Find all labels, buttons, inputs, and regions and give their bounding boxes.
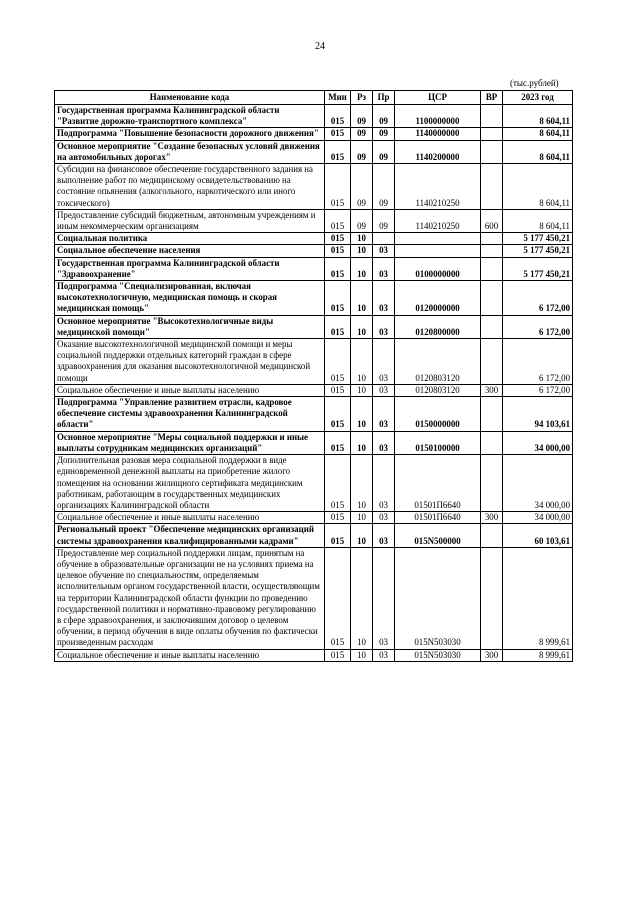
row-sum: 5 177 450,21: [503, 245, 573, 257]
table-row: [55, 384, 573, 396]
row-csr: 01501П6640: [395, 512, 481, 524]
row-csr: 1140210250: [395, 164, 481, 210]
row-vr: [481, 431, 503, 454]
row-min: 015: [325, 397, 351, 432]
row-sum: 8 999,61: [503, 547, 573, 649]
row-sum: 8 604,11: [503, 140, 573, 163]
row-csr: 015N503030: [395, 547, 481, 649]
row-pr: 03: [373, 257, 395, 280]
header-csr: ЦСР: [395, 91, 481, 105]
row-min: 015: [325, 524, 351, 547]
row-name: Государственная программа Калининградской области "Развитие дорожно-транспортного комплекса": [55, 105, 325, 128]
row-rz: 10: [351, 233, 373, 245]
row-sum: 94 103,61: [503, 397, 573, 432]
row-min: 015: [325, 512, 351, 524]
units-label: (тыс.рублей): [510, 78, 559, 88]
row-csr: 015N503030: [395, 649, 481, 661]
row-sum: 8 999,61: [503, 649, 573, 661]
row-name: Подпрограмма "Управление развитием отрасли, кадровое обеспечение системы здравоохранения Калининградской области": [55, 397, 325, 432]
row-vr: [481, 245, 503, 257]
row-rz: 09: [351, 140, 373, 163]
row-pr: 09: [373, 209, 395, 232]
row-pr: 09: [373, 128, 395, 140]
row-rz: 10: [351, 397, 373, 432]
row-vr: 300: [481, 512, 503, 524]
row-csr: 1140200000: [395, 140, 481, 163]
row-rz: 10: [351, 649, 373, 661]
row-csr: 0150000000: [395, 397, 481, 432]
row-vr: [481, 257, 503, 280]
row-sum: 34 000,00: [503, 455, 573, 512]
row-rz: 10: [351, 339, 373, 385]
row-min: 015: [325, 128, 351, 140]
row-pr: 03: [373, 245, 395, 257]
row-vr: [481, 547, 503, 649]
table-row: [55, 128, 573, 140]
header-name: Наименование кода: [55, 91, 325, 105]
row-pr: 09: [373, 140, 395, 163]
row-sum: 34 000,00: [503, 512, 573, 524]
row-min: 015: [325, 140, 351, 163]
row-rz: 10: [351, 455, 373, 512]
row-name: Государственная программа Калининградской области "Здравоохранение": [55, 257, 325, 280]
row-pr: 03: [373, 315, 395, 338]
row-pr: 03: [373, 524, 395, 547]
header-vr: ВР: [481, 91, 503, 105]
row-csr: 0120800000: [395, 315, 481, 338]
row-vr: [481, 140, 503, 163]
row-name: Социальное обеспечение и иные выплаты населению: [55, 512, 325, 524]
row-name: Основное мероприятие "Высокотехнологичные виды медицинской помощи": [55, 315, 325, 338]
row-rz: 10: [351, 281, 373, 316]
row-pr: 03: [373, 397, 395, 432]
row-pr: 09: [373, 164, 395, 210]
row-min: 015: [325, 649, 351, 661]
table-row: [55, 455, 573, 512]
row-csr: 0100000000: [395, 257, 481, 280]
row-sum: 6 172,00: [503, 339, 573, 385]
row-sum: 8 604,11: [503, 128, 573, 140]
header-min: Мин: [325, 91, 351, 105]
row-csr: [395, 245, 481, 257]
row-sum: 60 103,61: [503, 524, 573, 547]
table-row: [55, 524, 573, 547]
row-min: 015: [325, 455, 351, 512]
row-name: Социальное обеспечение населения: [55, 245, 325, 257]
row-rz: 10: [351, 547, 373, 649]
row-vr: [481, 233, 503, 245]
row-vr: [481, 105, 503, 128]
row-vr: [481, 339, 503, 385]
table-row: [55, 209, 573, 232]
row-rz: 10: [351, 245, 373, 257]
table-row: [55, 281, 573, 316]
row-min: 015: [325, 164, 351, 210]
row-csr: [395, 233, 481, 245]
row-sum: 8 604,11: [503, 209, 573, 232]
table-row: [55, 233, 573, 245]
header-pr: Пр: [373, 91, 395, 105]
page-number: 24: [315, 41, 325, 52]
table-row: [55, 245, 573, 257]
row-vr: [481, 281, 503, 316]
row-vr: [481, 397, 503, 432]
table-row: [55, 512, 573, 524]
row-pr: 09: [373, 105, 395, 128]
row-name: Социальное обеспечение и иные выплаты населению: [55, 649, 325, 661]
row-rz: 09: [351, 164, 373, 210]
row-csr: 0120803120: [395, 339, 481, 385]
row-min: 015: [325, 209, 351, 232]
row-sum: 8 604,11: [503, 164, 573, 210]
row-rz: 10: [351, 257, 373, 280]
row-pr: 03: [373, 339, 395, 385]
table-header-row: [55, 91, 573, 105]
row-rz: 09: [351, 105, 373, 128]
row-pr: 03: [373, 649, 395, 661]
row-csr: 1100000000: [395, 105, 481, 128]
row-vr: [481, 524, 503, 547]
row-pr: 03: [373, 547, 395, 649]
row-csr: 015N500000: [395, 524, 481, 547]
row-min: 015: [325, 547, 351, 649]
row-csr: 1140000000: [395, 128, 481, 140]
row-sum: 8 604,11: [503, 105, 573, 128]
row-name: Основное мероприятие "Меры социальной поддержки и иные выплаты сотрудникам медицинских организаций": [55, 431, 325, 454]
row-name: Основное мероприятие "Создание безопасных условий движения на автомобильных дорогах": [55, 140, 325, 163]
table-row: [55, 105, 573, 128]
row-name: Региональный проект "Обеспечение медицинских организаций системы здравоохранения квалифицированными кадрами": [55, 524, 325, 547]
row-min: 015: [325, 245, 351, 257]
row-rz: 10: [351, 315, 373, 338]
table-row: [55, 339, 573, 385]
row-csr: 1140210250: [395, 209, 481, 232]
row-min: 015: [325, 384, 351, 396]
row-min: 015: [325, 257, 351, 280]
row-csr: 01501П6640: [395, 455, 481, 512]
table-row: [55, 649, 573, 661]
row-name: Социальная политика: [55, 233, 325, 245]
row-rz: 10: [351, 384, 373, 396]
row-vr: 600: [481, 209, 503, 232]
row-min: 015: [325, 339, 351, 385]
row-sum: 5 177 450,21: [503, 233, 573, 245]
row-csr: 0120000000: [395, 281, 481, 316]
table-body: [55, 105, 573, 662]
row-min: 015: [325, 105, 351, 128]
row-name: Социальное обеспечение и иные выплаты населению: [55, 384, 325, 396]
row-rz: 09: [351, 128, 373, 140]
row-pr: 03: [373, 384, 395, 396]
row-sum: 6 172,00: [503, 315, 573, 338]
row-name: Предоставление субсидий бюджетным, автономным учреждениям и иным некоммерческим организациям: [55, 209, 325, 232]
table-row: [55, 140, 573, 163]
row-vr: 300: [481, 384, 503, 396]
row-rz: 10: [351, 524, 373, 547]
table-row: [55, 431, 573, 454]
row-vr: [481, 315, 503, 338]
table-row: [55, 315, 573, 338]
row-rz: 09: [351, 209, 373, 232]
row-rz: 10: [351, 512, 373, 524]
budget-table: [54, 90, 573, 662]
header-year: 2023 год: [503, 91, 573, 105]
row-csr: 0120803120: [395, 384, 481, 396]
row-min: 015: [325, 315, 351, 338]
row-pr: 03: [373, 431, 395, 454]
row-rz: 10: [351, 431, 373, 454]
row-pr: 03: [373, 281, 395, 316]
row-sum: 6 172,00: [503, 281, 573, 316]
row-csr: 0150100000: [395, 431, 481, 454]
row-min: 015: [325, 233, 351, 245]
row-name: Субсидии на финансовое обеспечение государственного задания на выполнение работ по медицинскому освидетельствованию на состояние опьянения (алкогольного, наркотического или иного токсического): [55, 164, 325, 210]
row-name: Оказание высокотехнологичной медицинской помощи и меры социальной поддержки отдельных категорий граждан в сфере здравоохранения для оказания высокотехнологичной медицинской помощи: [55, 339, 325, 385]
row-min: 015: [325, 431, 351, 454]
row-sum: 5 177 450,21: [503, 257, 573, 280]
row-pr: 03: [373, 455, 395, 512]
table-row: [55, 397, 573, 432]
row-vr: [481, 455, 503, 512]
row-min: 015: [325, 281, 351, 316]
row-sum: 6 172,00: [503, 384, 573, 396]
row-name: Подпрограмма "Повышение безопасности дорожного движения": [55, 128, 325, 140]
table-row: [55, 164, 573, 210]
row-name: Подпрограмма "Специализированная, включая высокотехнологичную, медицинская помощь и скорая медицинская помощь": [55, 281, 325, 316]
row-pr: [373, 233, 395, 245]
row-vr: 300: [481, 649, 503, 661]
row-vr: [481, 164, 503, 210]
header-rz: Рз: [351, 91, 373, 105]
table-row: [55, 547, 573, 649]
row-sum: 34 000,00: [503, 431, 573, 454]
row-name: Дополнительная разовая мера социальной поддержки в виде единовременной денежной выплаты на приобретение жилого помещения на основании жилищного сертификата медицинским работникам, работающим в государственных медицинских организациях Калининградской области: [55, 455, 325, 512]
row-pr: 03: [373, 512, 395, 524]
table-row: [55, 257, 573, 280]
row-vr: [481, 128, 503, 140]
row-name: Предоставление мер социальной поддержки лицам, принятым на обучение в образовательные организации не на условиях приема на целевое обучение по специальностям, определяемым исполнительным органом государственной власти, осуществляющим на территории Калининградской области функции по проведению государственной политики и нормативно-правовому регулированию в сфере здравоохранения, и заключившим договор о целевом обучении, в период обучения в виде оплаты обучения по фактически произведенным расходам: [55, 547, 325, 649]
